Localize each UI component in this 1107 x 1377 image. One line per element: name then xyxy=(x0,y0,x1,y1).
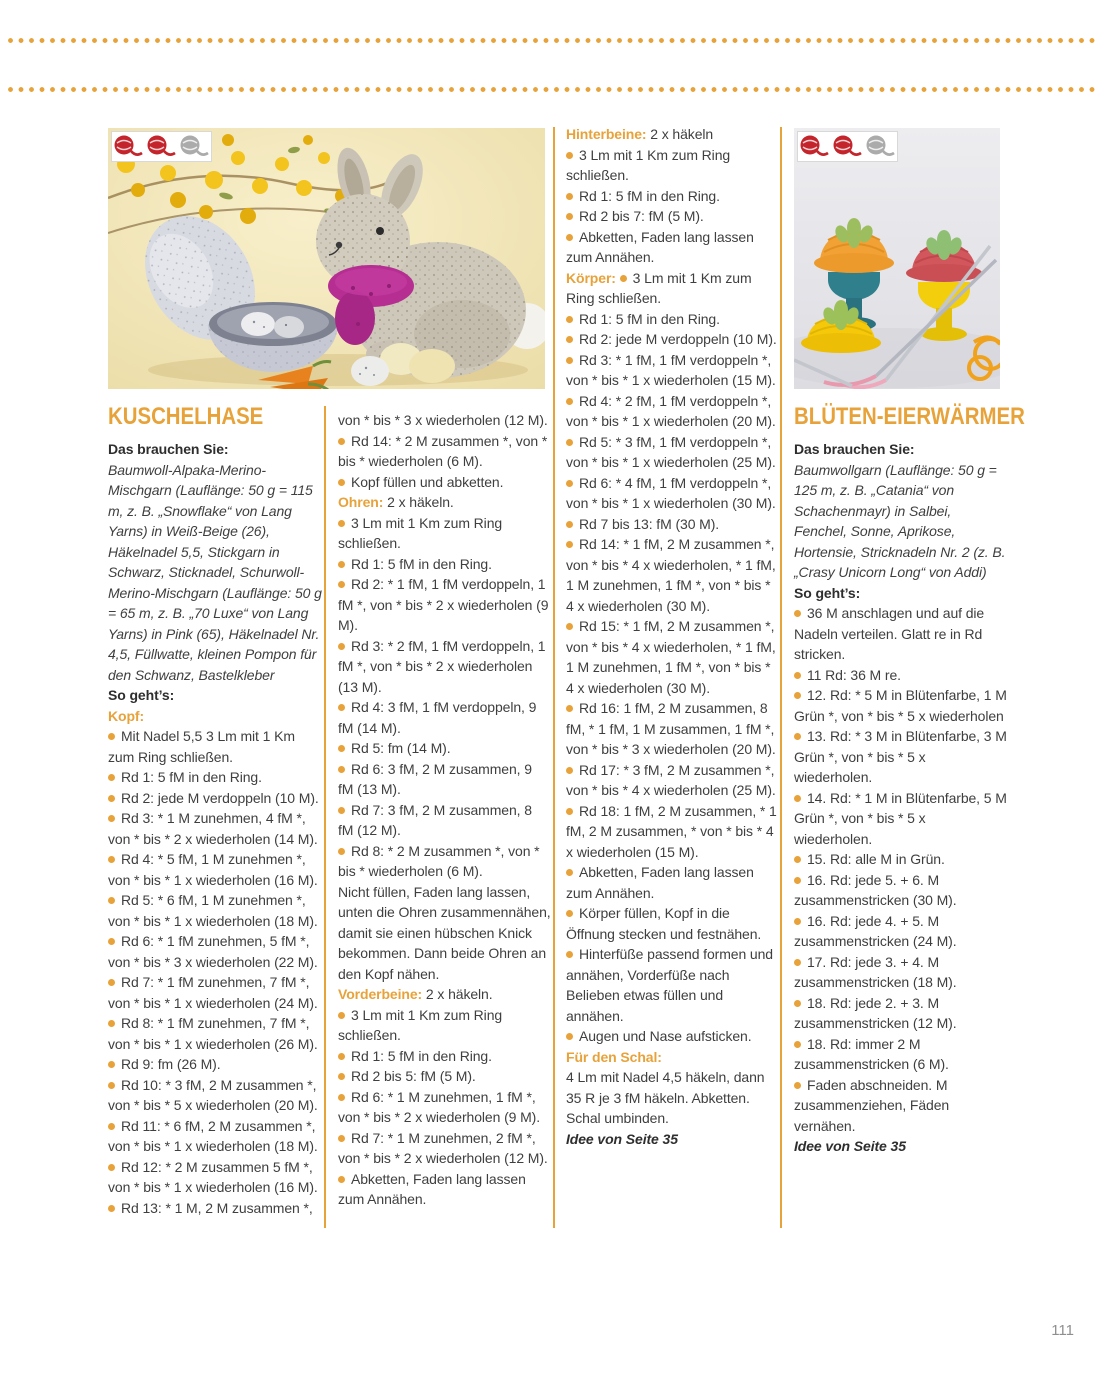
step-text: Faden abschneiden. M zusammenziehen, Fäden vernähen. xyxy=(794,1076,950,1134)
pattern-step xyxy=(338,472,551,493)
step-text: 17. Rd: jede 3. + 4. M zusammenstricken (18 M). xyxy=(794,953,957,990)
difficulty-badge xyxy=(111,131,212,162)
bullet-icon xyxy=(108,979,115,986)
pattern-step xyxy=(794,1034,1007,1075)
step-text: Rd 3: * 2 fM, 1 fM verdoppeln, 1 fM *, von * bis * 2 x wiederholen (13 M). xyxy=(338,637,546,695)
bullet-icon xyxy=(794,733,801,740)
step-text: Baumwollgarn (Lauflänge: 50 g = 125 m, z. B. „Catania“ von Schachenmayr) in Salbei, Fenchel, Sonne, Aprikose, Hortensie, Stricknadeln Nr. 2 (z. B. „Crasy Unicorn Long“ von Addi) xyxy=(794,461,1006,580)
bullet-icon xyxy=(566,439,573,446)
pattern-step xyxy=(794,1075,1007,1137)
pattern-step xyxy=(566,1026,777,1047)
bullet-icon xyxy=(108,1061,115,1068)
text-block xyxy=(338,492,551,513)
bullet-icon xyxy=(794,672,801,679)
bullet-icon xyxy=(108,1020,115,1027)
bunny-photo xyxy=(108,128,545,389)
pattern-step xyxy=(566,903,777,944)
bullet-icon xyxy=(338,1176,345,1183)
step-text: 2 x häkeln. xyxy=(387,494,454,510)
column-kuschelhase-2 xyxy=(338,410,551,1210)
text-block xyxy=(338,882,551,985)
pattern-step xyxy=(338,1046,551,1067)
yarn-ball-icon-filled xyxy=(799,134,831,160)
bullet-icon xyxy=(338,1094,345,1101)
bullet-icon xyxy=(338,848,345,855)
step-text: Abketten, Faden lang lassen zum Annähen. xyxy=(566,228,754,265)
step-text: Rd 5: * 3 fM, 1 fM verdoppeln *, von * bis * 1 x wiederholen (25 M). xyxy=(566,433,776,470)
bullet-icon xyxy=(108,1123,115,1130)
pattern-step xyxy=(794,788,1007,850)
bullet-icon xyxy=(566,193,573,200)
bullet-icon xyxy=(108,938,115,945)
step-text: Rd 6: * 4 fM, 1 fM verdoppeln *, von * bis * 1 x wiederholen (30 M). xyxy=(566,474,776,511)
pattern-step xyxy=(566,473,777,514)
bullet-icon xyxy=(794,610,801,617)
pattern-step xyxy=(794,952,1007,993)
step-text: Rd 2: * 1 fM, 1 fM verdoppeln, 1 fM *, von * bis * 2 x wiederholen (9 M). xyxy=(338,576,549,633)
pattern-step xyxy=(338,697,551,738)
bullet-icon xyxy=(338,1135,345,1142)
text-block xyxy=(108,439,323,460)
step-text: Rd 1: 5 fM in den Ring. xyxy=(351,555,492,572)
bullet-icon xyxy=(338,479,345,486)
pattern-step xyxy=(338,1128,551,1169)
column-rule-3 xyxy=(780,127,782,1228)
text-block xyxy=(108,460,323,686)
pattern-step xyxy=(794,849,1007,870)
step-text: Rd 18: 1 fM, 2 M zusammen, * 1 fM, 2 M zusammen, * von * bis * 4 x wiederholen (15 M). xyxy=(566,802,777,860)
pattern-step xyxy=(108,972,323,1013)
pattern-step xyxy=(566,534,777,616)
step-text: Hinterfüße passend formen und annähen, Vorderfüße nach Belieben etwas füllen und annähen. xyxy=(566,946,773,1024)
bullet-icon xyxy=(566,1033,573,1040)
text-block xyxy=(794,1136,1007,1157)
step-text: Rd 6: 3 fM, 2 M zusammen, 9 fM (13 M). xyxy=(338,760,532,797)
pattern-step xyxy=(566,862,777,903)
bullet-icon xyxy=(566,951,573,958)
bullet-icon xyxy=(794,1000,801,1007)
pattern-step xyxy=(566,329,777,350)
pattern-step xyxy=(108,931,323,972)
bullet-icon xyxy=(338,704,345,711)
step-text: Rd 10: * 3 fM, 2 M zusammen *, von * bis * 5 x wiederholen (20 M). xyxy=(108,1076,318,1113)
step-text: Rd 14: * 2 M zusammen *, von * bis * wiederholen (6 M). xyxy=(338,432,548,469)
pattern-step xyxy=(794,726,1007,788)
pattern-step xyxy=(108,788,323,809)
pattern-step xyxy=(108,1198,323,1219)
dotted-divider-top xyxy=(8,38,1099,43)
step-text: Rd 4: 3 fM, 1 fM verdoppeln, 9 fM (14 M). xyxy=(338,699,537,736)
step-text: Das brauchen Sie: xyxy=(794,441,915,457)
bullet-icon xyxy=(108,795,115,802)
text-block xyxy=(794,460,1007,583)
pattern-step xyxy=(566,268,777,309)
pattern-step xyxy=(566,350,777,391)
yarn-ball-icon-empty xyxy=(179,134,211,160)
step-text: Rd 2 bis 5: fM (5 M). xyxy=(351,1068,476,1084)
step-text: Idee von Seite 35 xyxy=(794,1138,906,1154)
step-text: Rd 7: * 1 fM zunehmen, 7 fM *, von * bis * 1 x wiederholen (24 M). xyxy=(108,974,318,1011)
column-kuschelhase-3 xyxy=(566,124,777,1149)
pattern-step xyxy=(566,944,777,1026)
bullet-icon xyxy=(566,316,573,323)
pattern-step xyxy=(566,514,777,535)
step-text: 3 Lm mit 1 Km zum Ring schließen. xyxy=(566,146,731,183)
text-block xyxy=(338,410,551,431)
pattern-step xyxy=(338,800,551,841)
bullet-icon xyxy=(338,766,345,773)
bullet-icon xyxy=(794,877,801,884)
step-text: Rd 7: 3 fM, 2 M zusammen, 8 fM (12 M). xyxy=(338,801,532,838)
section-label: Körper: xyxy=(566,269,620,286)
text-block xyxy=(794,583,1007,604)
step-text: Rd 14: * 1 fM, 2 M zusammen *, von * bis * 4 x wiederholen, * 1 fM, 1 M zunehmen, 1 fM *, von * bis * 4 x wiederholen (30 M). xyxy=(566,536,776,614)
pattern-step xyxy=(108,1116,323,1157)
step-text: Rd 4: * 2 fM, 1 fM verdoppeln *, von * bis * 1 x wiederholen (20 M). xyxy=(566,392,776,429)
bullet-icon xyxy=(794,856,801,863)
bunny-illustration xyxy=(108,128,545,389)
step-text: 2 x häkeln. xyxy=(425,986,493,1002)
pattern-step xyxy=(108,849,323,890)
pattern-step xyxy=(566,145,777,186)
pattern-step xyxy=(794,911,1007,952)
step-text: Rd 9: fm (26 M). xyxy=(121,1056,221,1072)
step-text: Rd 2 bis 7: fM (5 M). xyxy=(579,208,704,224)
pattern-step xyxy=(794,685,1007,726)
bullet-icon xyxy=(566,398,573,405)
pattern-step xyxy=(566,432,777,473)
step-text: 14. Rd: * 1 M in Blütenfarbe, 5 M Grün *, von * bis * 5 x wiederholen. xyxy=(794,789,1007,847)
step-text: Rd 1: 5 fM in den Ring. xyxy=(351,1047,492,1064)
step-text: 12. Rd: * 5 M in Blütenfarbe, 1 M Grün *, von * bis * 5 x wiederholen xyxy=(794,687,1007,724)
column-rule-1 xyxy=(324,406,326,1228)
pattern-step xyxy=(338,554,551,575)
step-text: Rd 7 bis 13: fM (30 M). xyxy=(579,515,720,532)
bullet-icon xyxy=(338,438,345,445)
step-text: Rd 5: fm (14 M). xyxy=(351,740,451,756)
bullet-icon xyxy=(566,152,573,159)
pattern-step xyxy=(338,431,551,472)
bullet-icon xyxy=(566,234,573,241)
step-text: Rd 8: * 1 fM zunehmen, 7 fM *, von * bis * 1 x wiederholen (26 M). xyxy=(108,1015,318,1052)
bullet-icon xyxy=(566,213,573,220)
step-text: Rd 17: * 3 fM, 2 M zusammen *, von * bis * 4 x wiederholen (25 M). xyxy=(566,761,776,798)
bullet-icon xyxy=(566,480,573,487)
section-label: Ohren: xyxy=(338,494,388,510)
bullet-icon xyxy=(338,561,345,568)
pattern-step xyxy=(108,1157,323,1198)
step-text: So geht’s: xyxy=(108,687,175,703)
step-text: Rd 1: 5 fM in den Ring. xyxy=(579,187,720,204)
step-text: Augen und Nase aufsticken. xyxy=(579,1028,752,1044)
bullet-icon xyxy=(566,357,573,364)
step-text: Rd 6: * 1 M zunehmen, 1 fM *, von * bis * 2 x wiederholen (9 M). xyxy=(338,1088,541,1125)
step-text: 18. Rd: jede 2. + 3. M zusammenstricken (12 M). xyxy=(794,994,957,1031)
yarn-ball-icon-filled xyxy=(113,134,145,160)
bullet-icon xyxy=(338,1073,345,1080)
section-label: Kopf: xyxy=(108,707,145,724)
bullet-icon xyxy=(108,733,115,740)
bullet-icon xyxy=(566,336,573,343)
bullet-icon xyxy=(566,910,573,917)
bullet-icon xyxy=(338,1053,345,1060)
bullet-icon xyxy=(566,541,573,548)
pattern-step xyxy=(566,801,777,863)
page-number: 111 xyxy=(1051,1322,1074,1339)
step-text: Rd 3: * 1 M zunehmen, 4 fM *, von * bis * 2 x wiederholen (14 M). xyxy=(108,810,318,847)
step-text: Rd 8: * 2 M zusammen *, von * bis * wiederholen (6 M). xyxy=(338,842,540,879)
bullet-icon xyxy=(794,795,801,802)
article-title: KUSCHELHASE xyxy=(108,403,264,430)
pattern-step xyxy=(338,1169,551,1210)
bullet-icon xyxy=(338,520,345,527)
egg-warmers-photo xyxy=(794,128,1000,389)
bullet-icon xyxy=(794,1041,801,1048)
bullet-icon xyxy=(108,1164,115,1171)
pattern-step xyxy=(566,698,777,760)
step-text: Baumwoll-Alpaka-Merino-Mischgarn (Lauflänge: 50 g = 115 m, z. B. „Snowflake“ von Lang Yarns) in Weiß-Beige (26), Häkelnadel 5,5, Stickgarn in Schwarz, Sticknadel, Schurwoll-Merino-Mischgarn (Lauflänge: 50 g = 65 m, z. B. „70 Luxe“ von Lang Yarns) in Pink (65), Häkelnadel Nr. 4,5, Füllwatte, kleinen Pompon für den Schwanz, Bastelkleber xyxy=(108,461,322,683)
bullet-icon xyxy=(566,808,573,815)
pattern-step xyxy=(108,808,323,849)
step-text: 3 Lm mit 1 Km zum Ring schließen. xyxy=(338,1006,503,1043)
text-block xyxy=(794,439,1007,460)
bullet-icon xyxy=(794,918,801,925)
step-text: Abketten, Faden lang lassen zum Annähen. xyxy=(338,1170,526,1207)
step-text: Abketten, Faden lang lassen zum Annähen. xyxy=(566,864,754,901)
bullet-icon xyxy=(794,959,801,966)
pattern-step xyxy=(794,993,1007,1034)
bullet-icon xyxy=(620,275,627,282)
pattern-step xyxy=(338,574,551,636)
bullet-icon xyxy=(338,581,345,588)
text-block xyxy=(566,124,777,145)
pattern-step xyxy=(566,760,777,801)
section-label: Für den Schal: xyxy=(566,1048,662,1065)
bullet-icon xyxy=(566,623,573,630)
step-text: Körper füllen, Kopf in die Öffnung stecken und festnähen. xyxy=(566,905,762,942)
pattern-step xyxy=(108,1054,323,1075)
text-block xyxy=(566,1067,777,1129)
bullet-icon xyxy=(108,897,115,904)
pattern-step xyxy=(566,206,777,227)
text-block xyxy=(108,706,323,727)
column-rule-2 xyxy=(553,127,555,1228)
step-text: Rd 11: * 6 fM, 2 M zusammen *, von * bis * 1 x wiederholen (18 M). xyxy=(108,1117,318,1154)
step-text: So geht’s: xyxy=(794,584,861,601)
step-text: Idee von Seite 35 xyxy=(566,1130,678,1147)
pattern-step xyxy=(108,1013,323,1054)
step-text: Rd 16: 1 fM, 2 M zusammen, 8 fM, * 1 fM, 1 M zusammen, 1 fM *, von * bis * 3 x wiederholen (20 M). xyxy=(566,700,776,757)
pattern-step xyxy=(338,1005,551,1046)
bullet-icon xyxy=(108,1205,115,1212)
bullet-icon xyxy=(566,767,573,774)
bullet-icon xyxy=(108,1082,115,1089)
pattern-step xyxy=(338,513,551,554)
bullet-icon xyxy=(338,1012,345,1019)
step-text: 18. Rd: immer 2 M zusammenstricken (6 M). xyxy=(794,1035,949,1072)
step-text: Rd 5: * 6 fM, 1 M zunehmen *, von * bis * 1 x wiederholen (18 M). xyxy=(108,892,318,929)
bullet-icon xyxy=(108,774,115,781)
step-text: 4 Lm mit Nadel 4,5 häkeln, dann 35 R je 3 fM häkeln. Abketten. Schal umbinden. xyxy=(566,1069,765,1126)
pattern-step xyxy=(108,1075,323,1116)
column-kuschelhase-1 xyxy=(108,404,323,1218)
column-eierwaermer xyxy=(794,403,1025,1157)
step-text: Rd 12: * 2 M zusammen 5 fM *, von * bis * 1 x wiederholen (16 M). xyxy=(108,1158,318,1195)
pattern-step xyxy=(338,636,551,698)
step-text: von * bis * 3 x wiederholen (12 M). xyxy=(338,412,548,428)
yarn-ball-icon-empty xyxy=(865,134,897,160)
pattern-step xyxy=(108,726,323,767)
pattern-step xyxy=(338,1087,551,1128)
pattern-step xyxy=(566,616,777,698)
bullet-icon xyxy=(566,521,573,528)
step-text: Rd 4: * 5 fM, 1 M zunehmen *, von * bis * 1 x wiederholen (16 M). xyxy=(108,851,318,888)
step-text: 3 Lm mit 1 Km zum Ring schließen. xyxy=(338,514,503,551)
step-text: 11 Rd: 36 M re. xyxy=(807,666,901,683)
step-text: Rd 13: * 1 M, 2 M zusammen *, xyxy=(121,1199,313,1216)
section-label: Hinterbeine: xyxy=(566,126,651,142)
yarn-ball-icon-filled xyxy=(146,134,178,160)
bullet-icon xyxy=(338,643,345,650)
dotted-divider xyxy=(8,87,1099,92)
step-text: 3 Lm mit 1 Km zum Ring schließen. xyxy=(566,269,752,306)
step-text: Rd 2: jede M verdoppeln (10 M). xyxy=(121,789,319,806)
step-text: 13. Rd: * 3 M in Blütenfarbe, 3 M Grün *, von * bis * 5 x wiederholen. xyxy=(794,728,1007,785)
step-text: 16. Rd: jede 5. + 6. M zusammenstricken (30 M). xyxy=(794,871,957,908)
text-block xyxy=(566,1129,777,1150)
bullet-icon xyxy=(108,815,115,822)
step-text: 36 M anschlagen und auf die Nadeln verteilen. Glatt re in Rd stricken. xyxy=(794,605,985,662)
section-label: Vorderbeine: xyxy=(338,986,426,1002)
pattern-step xyxy=(108,890,323,931)
pattern-step xyxy=(338,738,551,759)
pattern-step xyxy=(338,841,551,882)
difficulty-badge xyxy=(797,131,898,162)
step-text: Kopf füllen und abketten. xyxy=(351,473,504,490)
pattern-step xyxy=(566,227,777,268)
step-text: Rd 2: jede M verdoppeln (10 M). xyxy=(579,331,777,347)
step-text: Mit Nadel 5,5 3 Lm mit 1 Km zum Ring schließen. xyxy=(108,728,295,765)
step-text: Rd 1: 5 fM in den Ring. xyxy=(579,310,720,327)
step-text: Das brauchen Sie: xyxy=(108,441,229,457)
article-title: BLÜTEN-EIERWÄRMER xyxy=(794,403,1025,430)
pattern-step xyxy=(794,603,1007,665)
step-text: Rd 3: * 1 fM, 1 fM verdoppeln *, von * bis * 1 x wiederholen (15 M). xyxy=(566,351,776,388)
step-text: Rd 1: 5 fM in den Ring. xyxy=(121,769,262,785)
step-text: 15. Rd: alle M in Grün. xyxy=(807,851,945,867)
step-text: Rd 15: * 1 fM, 2 M zusammen *, von * bis * 4 x wiederholen, * 1 fM, 1 M zunehmen, 1 fM *, von * bis * 4 x wiederholen (30 M). xyxy=(566,618,776,696)
pattern-step xyxy=(338,1066,551,1087)
bullet-icon xyxy=(794,692,801,699)
pattern-step xyxy=(566,391,777,432)
pattern-step xyxy=(794,870,1007,911)
bullet-icon xyxy=(794,1082,801,1089)
bullet-icon xyxy=(566,869,573,876)
bullet-icon xyxy=(338,807,345,814)
text-block xyxy=(108,685,323,706)
bullet-icon xyxy=(566,705,573,712)
step-text: Rd 7: * 1 M zunehmen, 2 fM *, von * bis * 2 x wiederholen (12 M). xyxy=(338,1129,548,1166)
pattern-step xyxy=(794,665,1007,686)
text-block xyxy=(566,1047,777,1068)
yarn-ball-icon-filled xyxy=(832,134,864,160)
step-text: 16. Rd: jede 4. + 5. M zusammenstricken (24 M). xyxy=(794,912,957,949)
pattern-step xyxy=(566,309,777,330)
pattern-step xyxy=(566,186,777,207)
step-text: Rd 6: * 1 fM zunehmen, 5 fM *, von * bis * 3 x wiederholen (22 M). xyxy=(108,933,318,970)
step-text: Nicht füllen, Faden lang lassen, unten die Ohren zusammennähen, damit sie einen hübschen Knick bekommen. Dann beide Ohren an den Kopf nähen. xyxy=(338,883,551,982)
step-text: 2 x häkeln xyxy=(650,126,714,142)
bullet-icon xyxy=(338,745,345,752)
egg-warmers-illustration xyxy=(794,128,1000,389)
text-block xyxy=(338,984,551,1005)
pattern-step xyxy=(338,759,551,800)
pattern-step xyxy=(108,767,323,788)
bullet-icon xyxy=(108,856,115,863)
